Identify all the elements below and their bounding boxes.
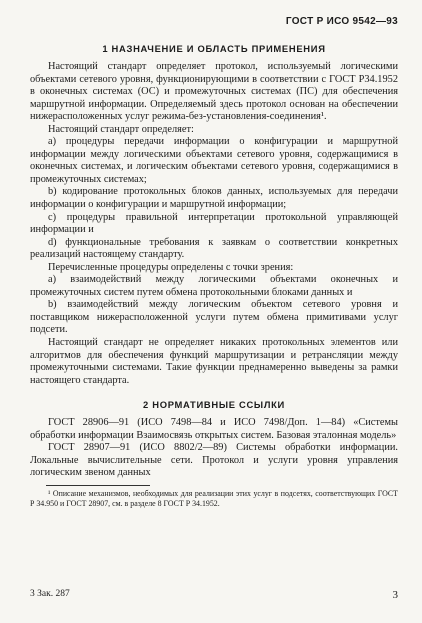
footnote-text: ¹ Описание механизмов, необходимых для реализации этих услуг в подсетях, соответствующих ГОСТ Р 34.950 и ГОСТ 28907, см. в разделе 8 ГОСТ Р 34.1952. <box>30 488 398 508</box>
print-order-number: 3 Зак. 287 <box>30 589 70 599</box>
list-item-c: с) процедуры правильной интерпретации протокольной управляющей информации и <box>30 211 398 236</box>
list-item-a: а) взаимодействий между логическими объектами оконечных и промежуточных систем путем обмена протокольными блоками данных и <box>30 274 398 298</box>
running-head: ГОСТ Р ИСО 9542—93 <box>285 16 398 27</box>
footnote-divider <box>46 485 150 486</box>
list-item-b: b) кодирование протокольных блоков данных, используемых для передачи информации о конфигурации и маршрутной информации; <box>30 186 398 211</box>
section-1-paragraph: Перечисленные процедуры определены с точки зрения: <box>48 261 294 273</box>
reference-item: ГОСТ 28906—91 (ИСО 7498—84 и ИСО 7498/Доп. 1—84) «Системы обработки информации Взаимосвязь открытых систем. Базовая эталонная модель» <box>30 417 398 441</box>
list-item-d: d) функциональные требования к заявкам о соответствии конкретных реализаций настоящему стандарту. <box>30 236 398 261</box>
section-1-paragraph: Настоящий стандарт определяет протокол, используемый логическими объектами сетевого уровня, функционирующими в соответствии с ГОСТ Р34.1952 в оконечных системах (ОС) и промежуточных системах (ПС) для обеспечения маршрутной информации. Определяемый здесь протокол основан на обеспечении нижерасположенных услуг режима-без-установления-соединения¹. <box>30 61 398 123</box>
list-item-b: b) взаимодействий между логическим объектом сетевого уровня и поставщиком нижерасположенной услуги путем обмена примитивами услуг подсети. <box>30 299 398 336</box>
section-2-title: 2 НОРМАТИВНЫЕ ССЫЛКИ <box>143 399 285 411</box>
list-item-a: а) процедуры передачи информации о конфигурации и маршрутной информации между логическими объектами сетевого уровня, содержащимися в оконечных системах, и логическим объектами сетевого уровня, содержащимися в промежуточных системах; <box>30 136 398 185</box>
page-number: 3 <box>392 589 398 601</box>
reference-item: ГОСТ 28907—91 (ИСО 8802/2—89) Системы обработки информации. Локальные вычислительные сети. Протокол и услуги уровня управления логическим звеном данных <box>30 442 398 479</box>
page-footer <box>30 589 398 601</box>
footnote <box>30 489 398 508</box>
section-1-paragraph: Настоящий стандарт определяет: <box>48 123 194 135</box>
section-1-title: 1 НАЗНАЧЕНИЕ И ОБЛАСТЬ ПРИМЕНЕНИЯ <box>102 43 326 54</box>
section-1-paragraph: Настоящий стандарт не определяет никаких протокольных элементов или алгоритмов для обеспечения функций маршрутизации и ретрансляции между промежуточными системами. Такие функции преднамеренно выведены за рамки настоящего стандарта. <box>30 337 398 386</box>
